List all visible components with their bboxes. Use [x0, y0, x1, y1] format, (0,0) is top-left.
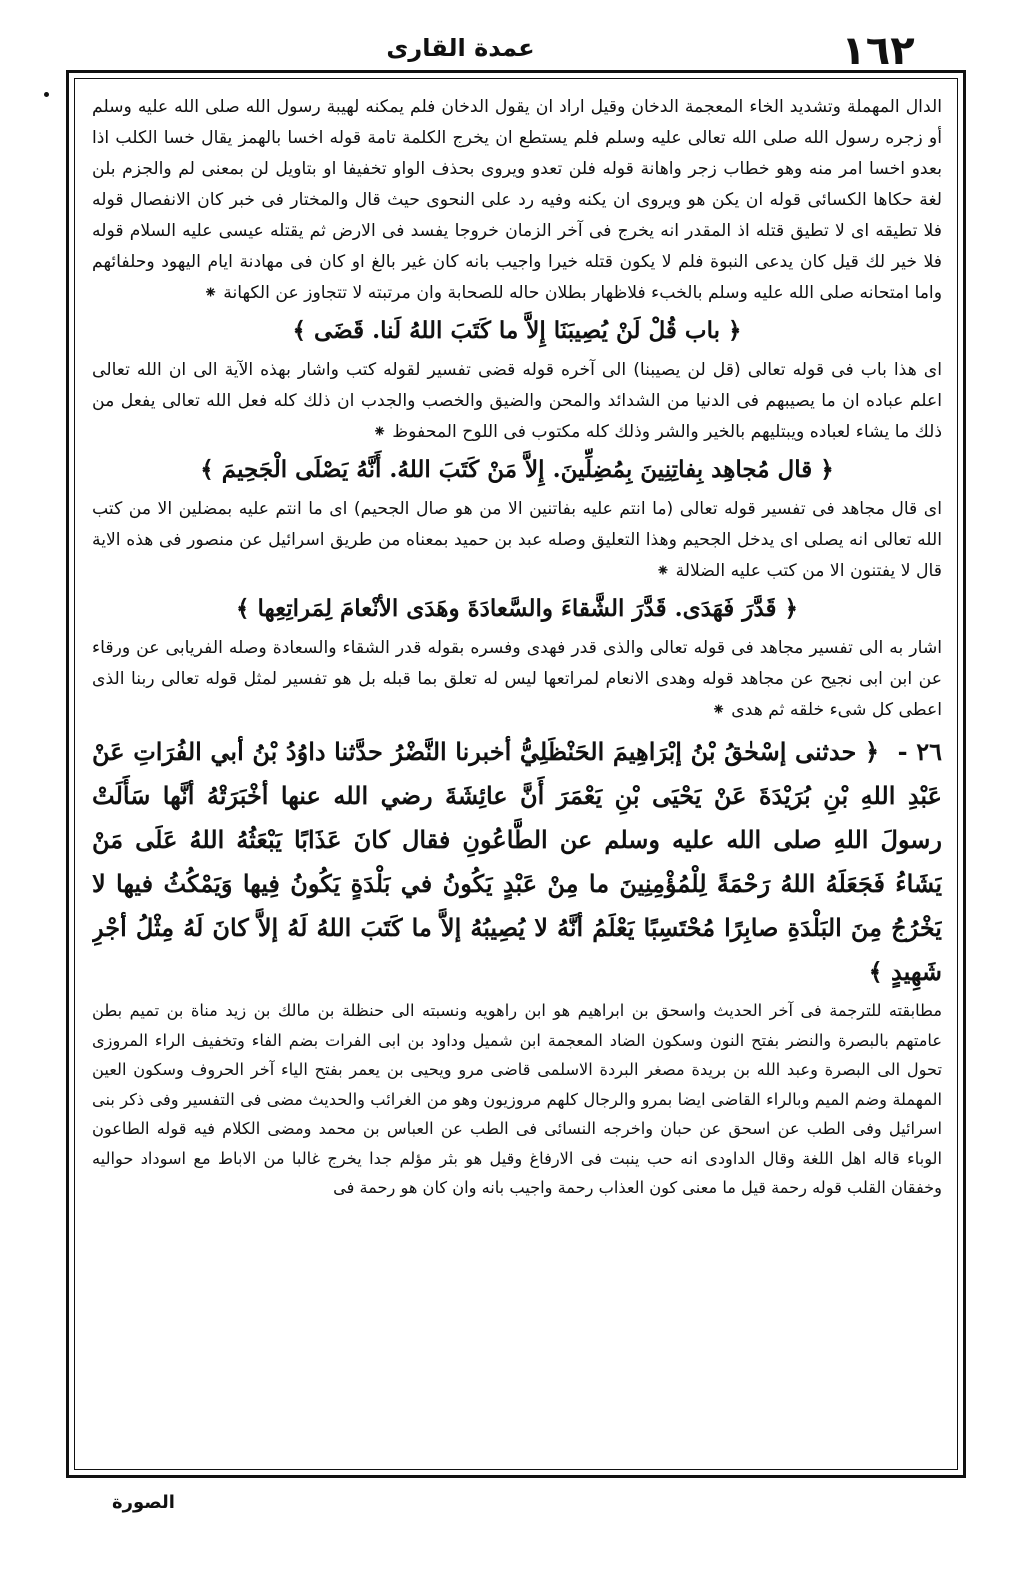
commentary-paragraph-1: الدال المهملة وتشديد الخاء المعجمة الدخان وقيل اراد ان يقول الدخان فلم يمكنه لهيبة رسول الله صلى الله عليه وسلم أو زجره رسول الله صلى الله تعالى عليه وسلم فلم يستطع ان يخرج الكلمة تامة قوله اخسا بالهمز يقال خسا الكلب اذا بعدو اخسا امر منه وهو خطاب زجر واهانة قوله فلن تعدو ويروى بحذف الواو تخفيفا او بتاويل لن بمعنى لم والجزم بلن لغة حكاها الكسائى قوله ان يكن هو ويروى ان يكنه وفيه رد على النحوى حيث قال والمختار فى خبر كان الانفصال قوله فلا تطيقه اى لا تطيق قتله اذ المقدر انه يخرج فى آخر الزمان خروجا يفسد فى الارض ثم يقتله عيسى عليه السلام قوله فلا خير لك قيل كان يدعى النبوة فلم لا يكون قتله خيرا واجيب بانه كان غير بالغ او كان فى مهادنة ايام اليهود وحلفائهم واما امتحانه صلى الله عليه وسلم بالخبء فلاظهار بطلان حاله للصحابة وان مرتبته لا تتجاوز عن الكهانة ⁕ [92, 97, 942, 303]
margin-mark [44, 92, 49, 97]
catchword: الصورة [112, 1492, 175, 1513]
hadith-text: ﴿ حدثنى إسْحٰقُ بْنُ إبْرَاهِيمَ الحَنْظَلِيُّ أخبرنا النَّضْرُ حدَّثنا داوُدُ بْنُ أبي الفُرَاتِ عَنْ عَبْدِ اللهِ بْنِ بُرَيْدَةَ عَنْ يَحْيَى بْنِ يَعْمَرَ أَنَّ عائِشَةَ رضي الله عنها أخْبَرَتْهُ أنَّها سَأَلَتْ رسولَ اللهِ صلى الله عليه وسلم عن الطَّاعُونِ فقال كانَ عَذَابًا يَبْعَثُهُ اللهُ عَلَى مَنْ يَشَاءُ فَجَعَلَهُ اللهُ رَحْمَةً لِلْمُؤْمِنِينَ ما مِنْ عَبْدٍ يَكُونُ في بَلْدَةٍ يَكُونُ فِيها وَيَمْكُثُ فيها لا يَخْرُجُ مِنَ البَلْدَةِ صابِرًا مُحْتَسِبًا يَعْلَمُ أنَّهُ لا يُصِيبُهُ إلاَّ ما كَتَبَ اللهُ لَهُ إلاَّ كانَ لَهُ مِثْلُ أجْرِ شَهِيدٍ ﴾ [92, 737, 942, 986]
page-number: ١٦٢ [841, 28, 915, 74]
commentary-paragraph-2: اى هذا باب فى قوله تعالى (قل لن يصيبنا) الى آخره قوله قضى تفسير لقوله كتب واشار بهذه الآية الى ان الله تعالى اعلم عباده ان ما يصيبهم فى الدنيا من الشدائد والمحن والضيق والخصب والجدب ان ذلك كله فعل الله تعالى يفعل من ذلك ما يشاء لعباده ويبتليهم بالخير والشر وذلك كله مكتوب فى اللوح المحفوظ ⁕ [92, 360, 942, 442]
chapter-heading-1: ﴿ باب قُلْ لَنْ يُصِيبَنَا إِلاَّ ما كَتَبَ اللهُ لَنا. قَضَى ﴾ [292, 317, 742, 344]
chapter-heading-3: ﴿ قَدَّرَ فَهَدَى. قَدَّرَ الشَّقاءَ والسَّعادَةَ وهَدَى الأنْعامَ لِمَراتِعِها ﴾ [236, 595, 798, 622]
running-header-title: عمدة القارى [386, 34, 535, 62]
hadith-block [92, 730, 942, 994]
commentary-paragraph-4: اشار به الى تفسير مجاهد فى قوله تعالى والذى قدر فهدى وفسره بقوله قدر الشقاء والسعادة وصله الفريابى عن ورقاء عن ابن ابى نجيح عن مجاهد قوله وهدى الانعام لمراتعها ليس له تعلق بما قبله بل هو تفسير لمثل قوله تعالى ربنا الذى اعطى كل شىء خلقه ثم هدى ⁕ [92, 638, 942, 720]
main-text-column [92, 92, 942, 1462]
commentary-paragraph-3: اى قال مجاهد فى تفسير قوله تعالى (ما انتم عليه بفاتنين الا من هو صال الجحيم) اى ما انتم عليه بمضلين الا من كتب الله تعالى انه يصلى اى يدخل الجحيم وهذا التعليق وصله عبد بن حميد بمعناه من طريق اسرائيل عن منصور فى هذه الاية قال لا يفتنون الا من كتب عليه الضلالة ⁕ [92, 499, 942, 581]
chapter-heading-2: ﴿ قال مُجاهِد بِفاتِنِينَ بِمُضِلِّينَ. إِلاَّ مَنْ كَتَبَ اللهُ. أَنَّهُ يَصْلَى الْجَحِيمَ ﴾ [200, 456, 834, 483]
hadith-number: ٢٦ - [897, 737, 942, 766]
commentary-paragraph-5: مطابقته للترجمة فى آخر الحديث واسحق بن ابراهيم هو ابن راهويه ونسبته الى حنظلة بن مالك بن زيد مناة بن تميم بطن عامتهم بالبصرة والنضر بفتح النون وسكون الضاد المعجمة ابن شميل وداود بن ابى الفرات بضم الفاء وتخفيف الراء المروزى تحول الى البصرة وعبد الله بن بريدة مصغر البردة الاسلمى قاضى مرو ويحيى بن يعمر بفتح الياء آخر الحروف وسكون العين المهملة وضم الميم وبالراء القاضى ايضا بمرو والرجال كلهم مروزيون وهو من الغرائب والحديث مضى فى التفسير وفى ذكر بنى اسرائيل وفى الطب عن اسحق عن حبان واخرجه النسائى فى الطب عن العباس بن محمد ومضى الكلام فيه قوله الطاعون الوباء قاله اهل اللغة وقال الداودى انه حب ينبت فى الارفاغ وقيل هو بثر مؤلم جدا يخرج غالبا من الاباط مع اسوداد حواليه وخفقان القلب قوله رحمة قيل ما معنى كون العذاب رحمة واجيب بانه وان كان هو رحمة فى [92, 1001, 942, 1197]
